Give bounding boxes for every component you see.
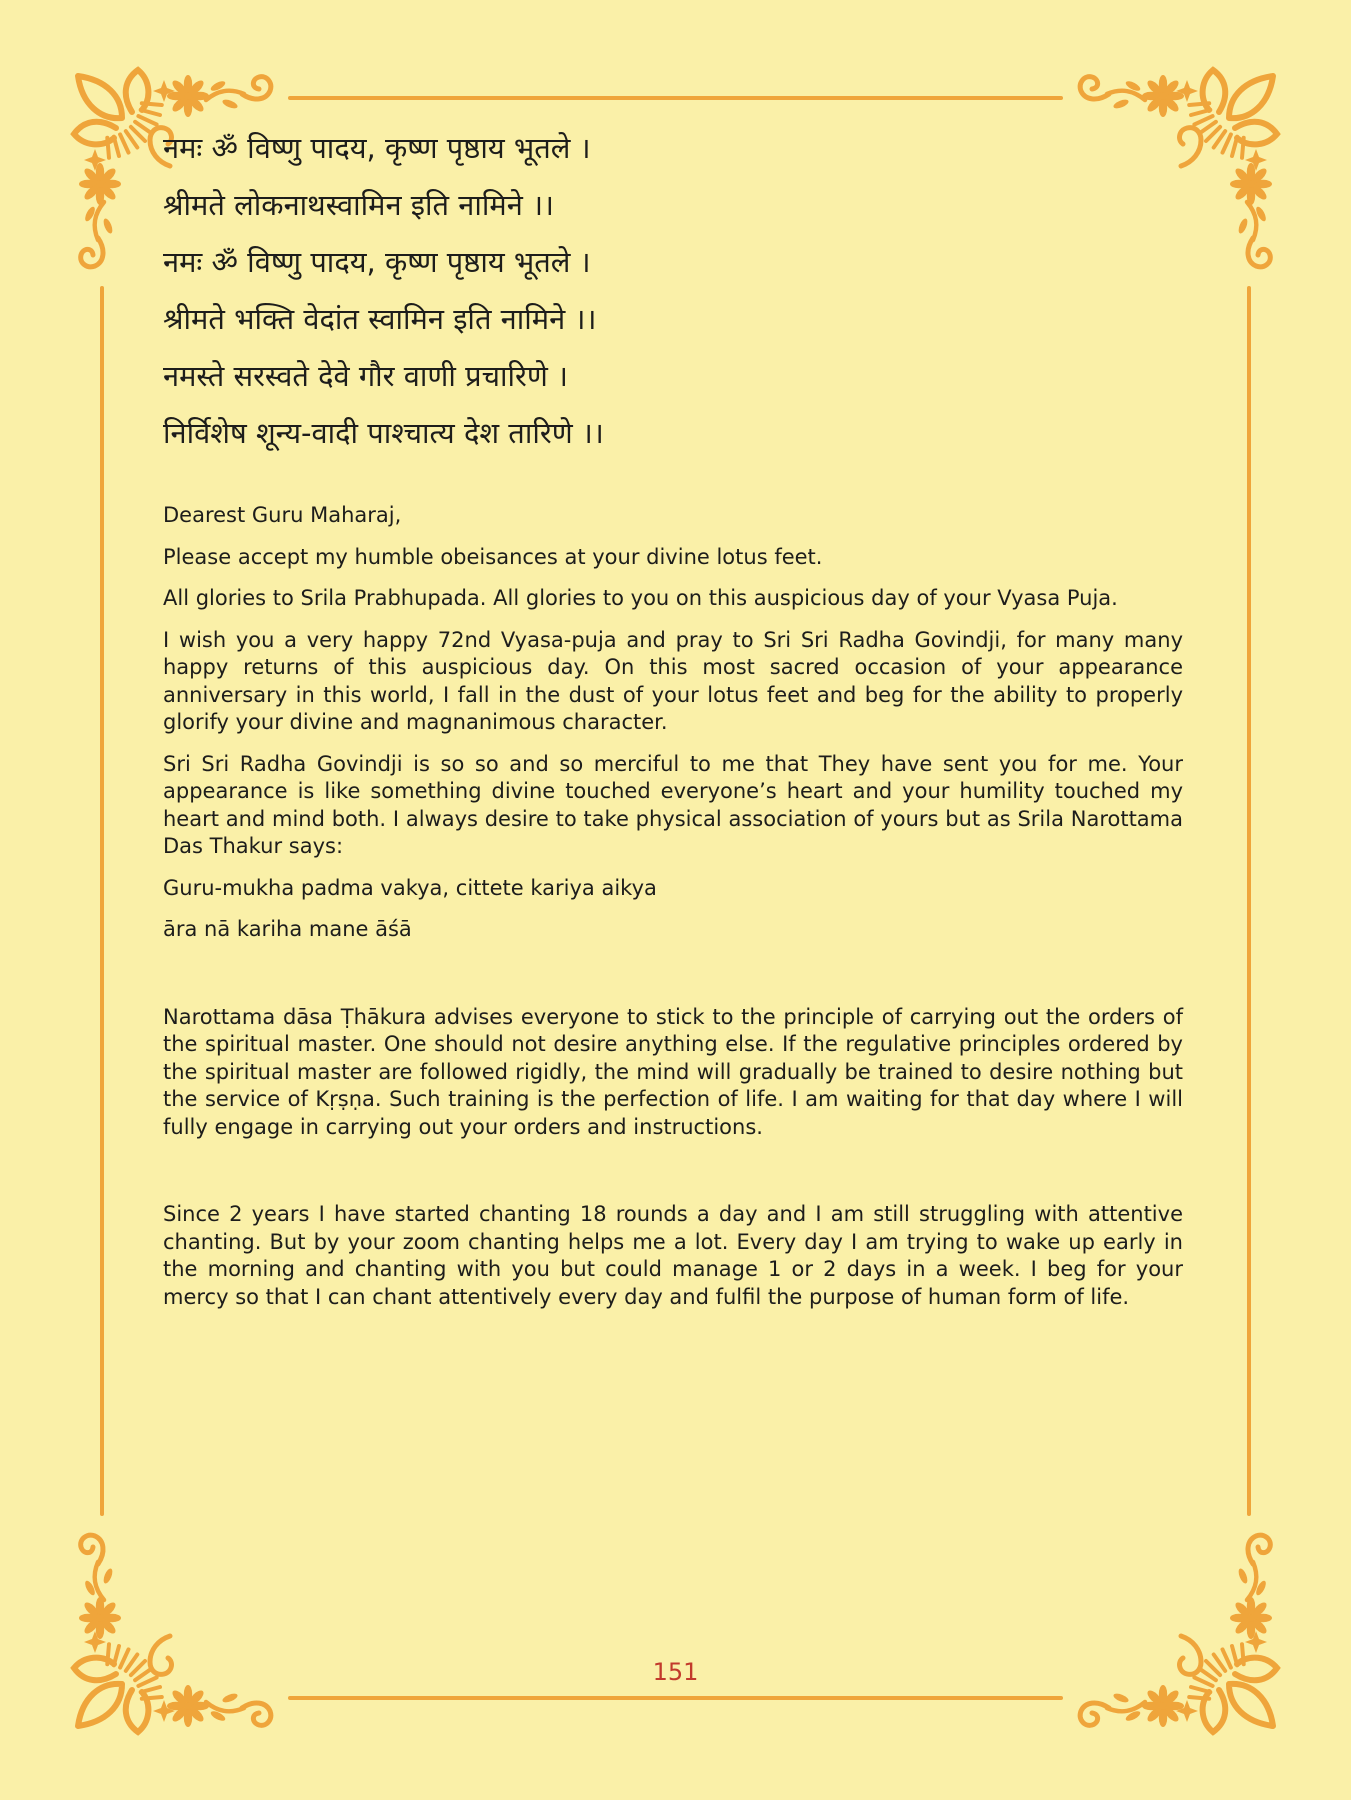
border-line-bottom [288,1696,1063,1700]
paragraph-all-glories: All glories to Srila Prabhupada. All glories to you on this auspicious day of your Vyasa Puja. [163,586,1118,610]
sanskrit-verse-line-1: नमः ॐ विष्णु पादय, कृष्ण पृष्ठाय भूतले । [163,131,591,165]
sanskrit-verse-line-5: नमस्ते सरस्वते देवे गौर वाणी प्रचारिणे । [163,359,569,393]
border-line-top [288,96,1063,100]
sanskrit-verse-line-4: श्रीमते भक्ति वेदांत स्वामिन इति नामिने ।। [163,302,597,336]
border-line-left [100,286,104,1516]
floral-corner-ornament-icon-bottom-left [70,1516,290,1736]
paragraph-purport: Narottama dāsa Ṭhākura advises everyone to stick to the principle of carrying out the orders of the spiritual master. One should not desire anything else. If the regulative principles ordered by the spiritual master are followed rigidly, the mind will gradually be trained to desire nothing but the service of Kṛṣṇa. Such training is the perfection of life. I am waiting for that day where I will fully engage in carrying out your orders and instructions. [163,1004,1183,1139]
floral-corner-ornament-icon-bottom-right [1061,1516,1281,1736]
border-line-right [1247,286,1251,1516]
sanskrit-invocation [163,128,1183,453]
sanskrit-verse-line-3: नमः ॐ विष्णु पादय, कृष्ण पृष्ठाय भूतले । [163,245,591,279]
page-content [163,128,1183,1325]
quote-line-1: Guru-mukha padma vakya, cittete kariya aikya [163,875,657,900]
paragraph-chanting: Since 2 years I have started chanting 18 rounds a day and I am still struggling with attentive chanting. But by your zoom chanting helps me a lot. Every day I am trying to wake up early in the morning and chanting with you but could manage 1 or 2 days in a week. I beg for your mercy so that I can chant attentively every day and fulfil the purpose of human form of life. [163,1202,1183,1309]
paragraph-mercy: Sri Sri Radha Govindji is so so and so merciful to me that They have sent you for me. Your appearance is like something divine touched everyone’s heart and your humility touched my heart and mind both. I always desire to take physical association of yours but as Srila Narottama Das Thakur says: [163,751,1183,858]
page-number: 151 [652,1658,699,1686]
quote-line-2: āra nā kariha mane āśā [163,917,412,941]
letter-body [163,502,1183,1311]
paragraph-obeisances: Please accept my humble obeisances at your divine lotus feet. [163,544,823,569]
paragraph-birthday-wish: I wish you a very happy 72nd Vyasa-puja and pray to Sri Sri Radha Govindji, for many many happy returns of this auspicious day. On this most sacred occasion of your appearance anniversary in this world, I fall in the dust of your lotus feet and beg for the ability to properly glorify your divine and magnanimous character. [163,627,1183,734]
sanskrit-verse-line-6: निर्विशेष शून्य-वादी पाश्चात्य देश तारिणे ।। [163,416,604,450]
sanskrit-verse-line-2: श्रीमते लोकनाथस्वामिन इति नामिने ।। [163,188,555,222]
salutation: Dearest Guru Maharaj, [163,503,402,527]
